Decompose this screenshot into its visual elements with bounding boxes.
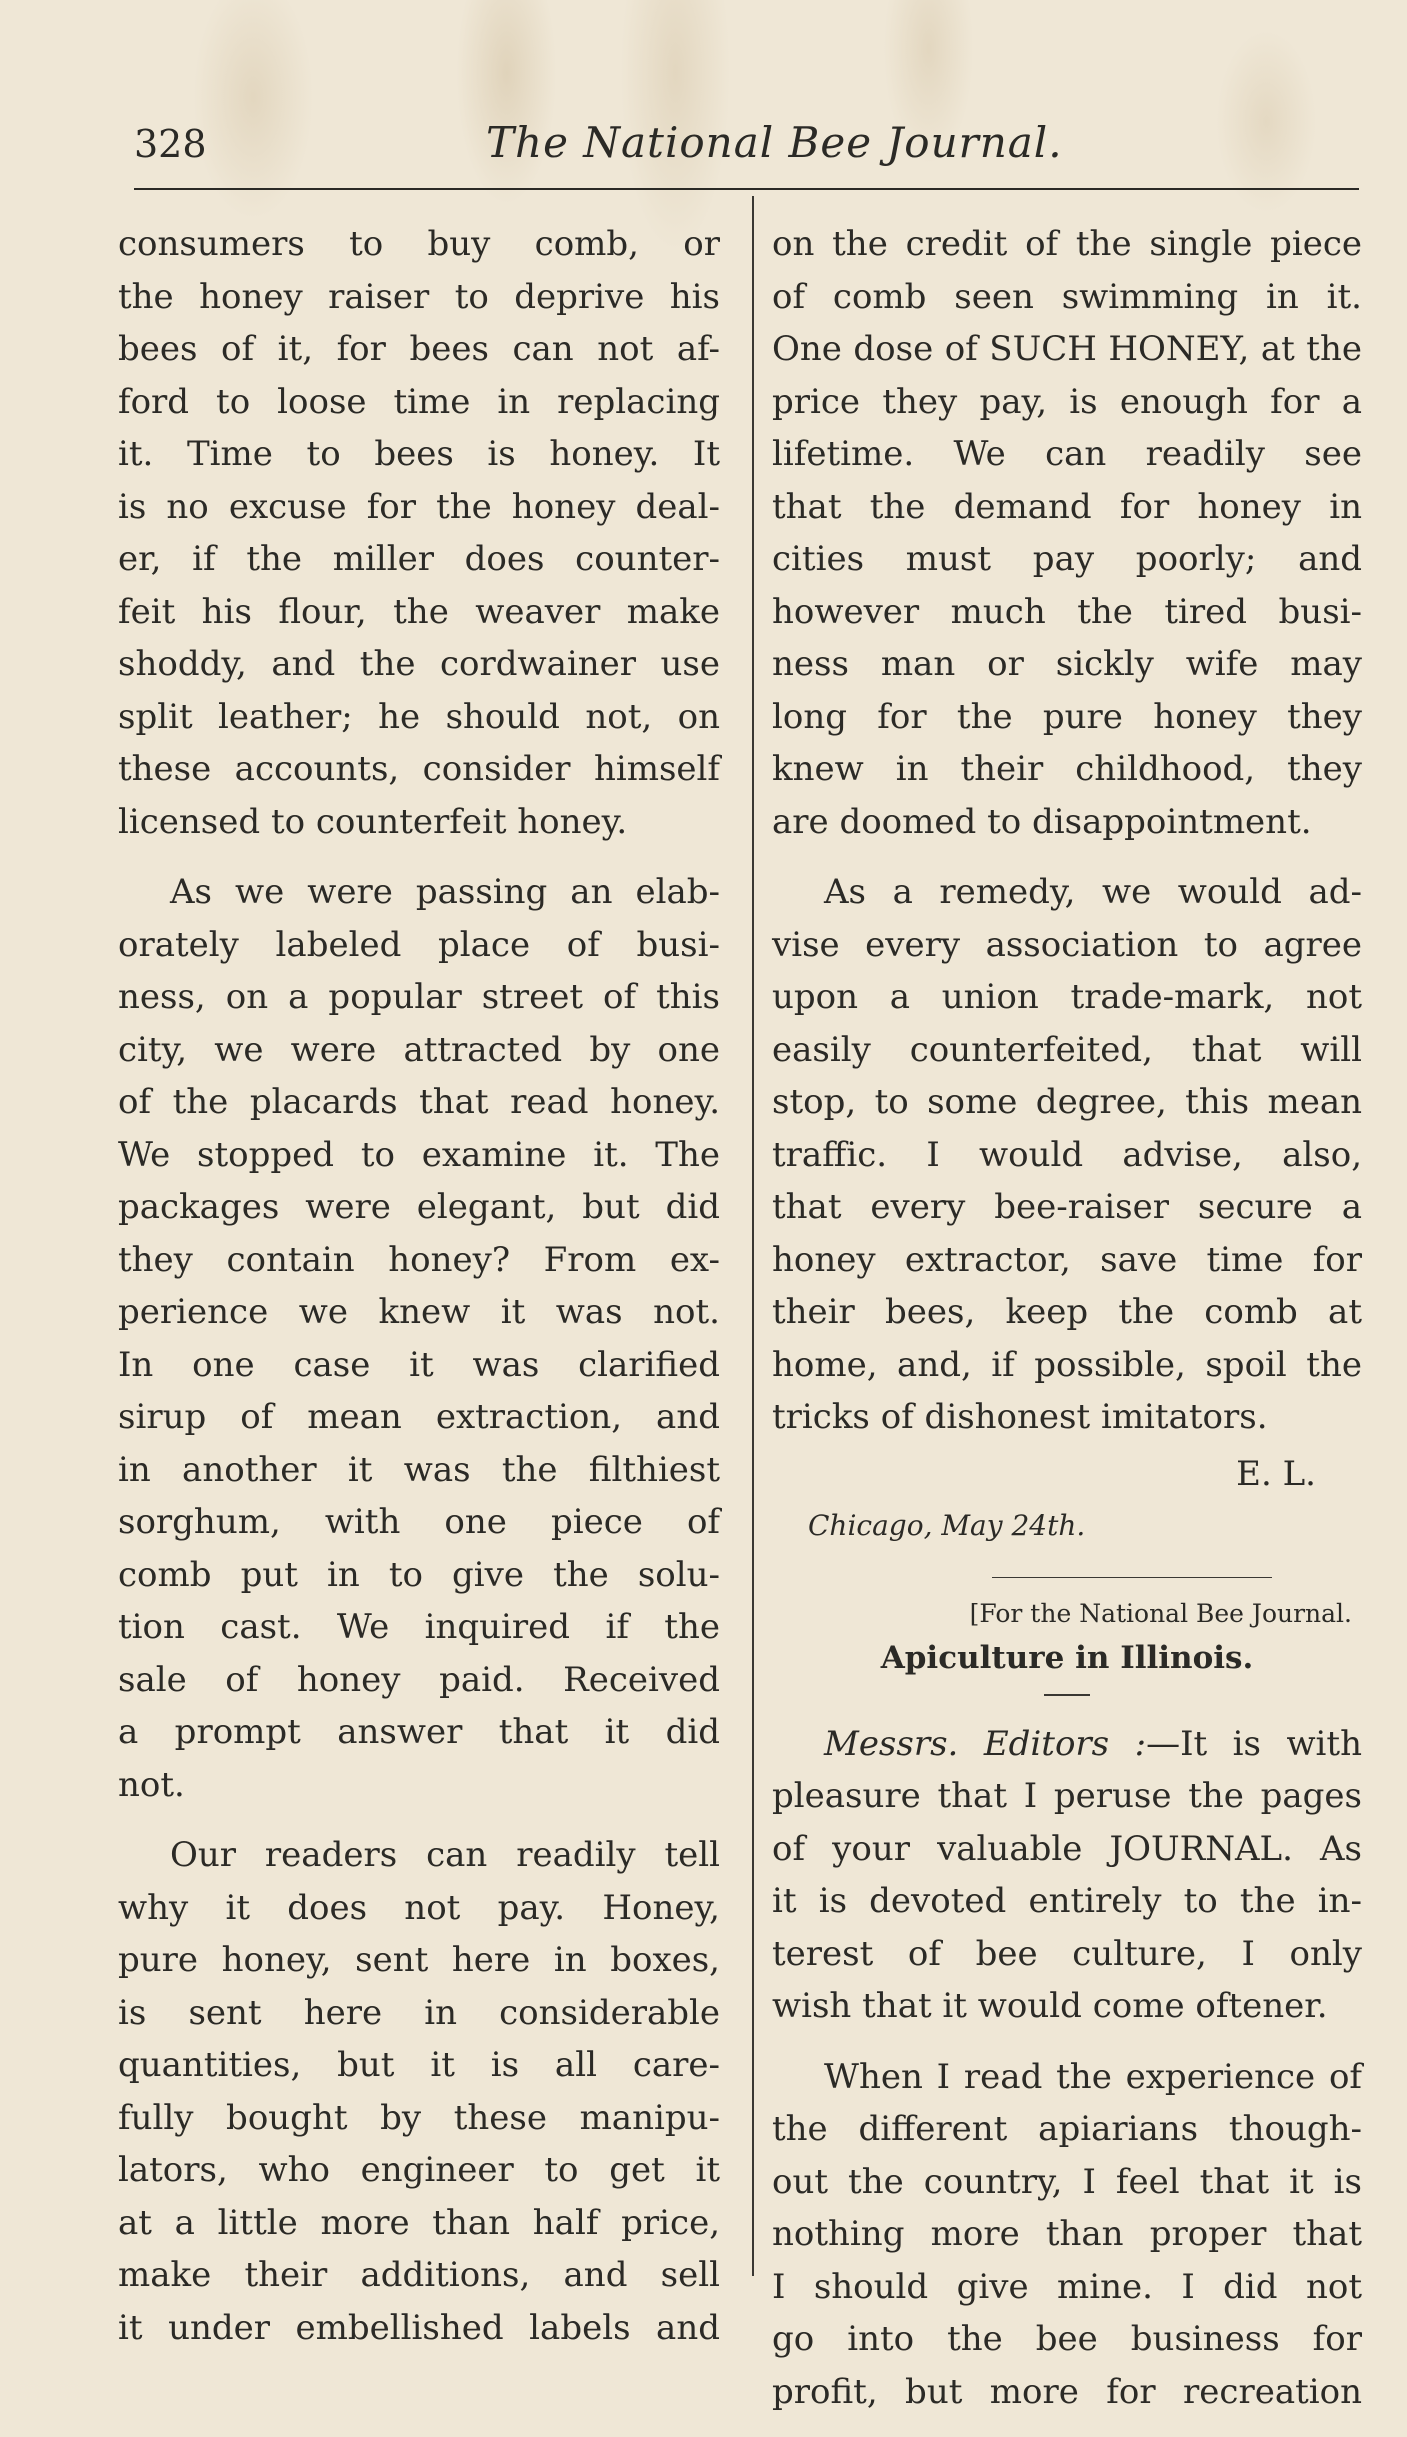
header-rule (134, 188, 1359, 190)
dateline: Chicago, May 24th. (808, 1509, 1086, 1542)
text-line: of the placards that read honey. (118, 1082, 720, 1122)
text-line: As we were passing an elab- (170, 872, 720, 912)
text-line: er, if the miller does counter- (118, 539, 720, 579)
text-line: pleasure that I peruse the pages (772, 1776, 1362, 1816)
text-line: orately labeled place of busi- (118, 924, 720, 965)
text-line: home, and, if possible, spoil the (772, 1344, 1362, 1385)
text-line: packages were elegant, but did (118, 1187, 720, 1227)
page-header (134, 112, 1354, 172)
text-line: at a little more than half price, (118, 2202, 720, 2243)
text-line: not. (118, 1764, 185, 1805)
text-line: make their additions, and sell (118, 2255, 720, 2295)
text-line: bees of it, for bees can not af- (118, 329, 720, 369)
text-fragment: —It is with (1146, 1723, 1362, 1764)
text-line: upon a union trade-mark, not (772, 977, 1362, 1017)
text-line: of comb seen swimming in it. (772, 276, 1362, 317)
text-line: why it does not pay. Honey, (118, 1887, 720, 1928)
text-line: When I read the experience of (824, 2056, 1362, 2097)
text-line: a prompt answer that it did (118, 1712, 720, 1752)
text-line: Our readers can readily tell (170, 1835, 720, 1875)
text-line: quantities, but it is all care- (118, 2045, 720, 2085)
journal-title: The National Bee Journal. (486, 118, 1063, 167)
text-line: traffic. I would advise, also, (772, 1134, 1362, 1175)
text-line: sale of honey paid. Received (118, 1659, 720, 1700)
text-line: pure honey, sent here in boxes, (118, 1940, 720, 1980)
text-line: out the country, I feel that it is (772, 2161, 1362, 2202)
text-line: knew in their childhood, they (772, 749, 1362, 789)
text-line: that every bee-raiser secure a (772, 1187, 1362, 1227)
text-line: We stopped to examine it. The (118, 1134, 720, 1175)
text-line: honey extractor, save time for (772, 1239, 1362, 1280)
paragraph (118, 866, 720, 1811)
text-line: lators, who engineer to get it (118, 2150, 720, 2190)
right-column (772, 218, 1362, 2418)
text-line: sirup of mean extraction, and (118, 1397, 720, 1437)
text-line: terest of bee culture, I only (772, 1933, 1362, 1974)
text-line: ford to loose time in replacing (118, 381, 720, 422)
text-line: it under embellished labels and (118, 2307, 720, 2348)
paragraph-gap (772, 2033, 1362, 2051)
paragraph (772, 1718, 1362, 2033)
text-line: I should give mine. I did not (772, 2266, 1362, 2307)
text-line: feit his flour, the weaver make (118, 591, 720, 632)
paragraph-gap (118, 848, 720, 866)
signature: E. L. (1236, 1453, 1316, 1494)
section-rule (992, 1577, 1272, 1578)
text-line: they contain honey? From ex- (118, 1239, 720, 1280)
text-line: is no excuse for the honey deal- (118, 486, 720, 527)
paragraph (118, 218, 720, 848)
attribution: [For the National Bee Journal. (969, 1598, 1352, 1628)
paragraph (772, 866, 1362, 1444)
text-line: however much the tired busi- (772, 591, 1362, 632)
text-line: perience we knew it was not. (118, 1292, 720, 1332)
text-line: their bees, keep the comb at (772, 1292, 1362, 1332)
text-line: As a remedy, we would ad- (824, 872, 1362, 912)
text-line: tricks of dishonest imitators. (772, 1397, 1268, 1437)
text-line: go into the bee business for (772, 2319, 1362, 2359)
text-line: wish that it would come oftener. (772, 1986, 1328, 2026)
text-line: split leather; he should not, on (118, 696, 720, 737)
paragraph (772, 2051, 1362, 2419)
text-line: In one case it was clarified (118, 1344, 720, 1385)
paragraph-gap (118, 1811, 720, 1829)
text-line: nothing more than proper that (772, 2214, 1362, 2254)
page-number: 328 (134, 122, 207, 166)
text-line: it is devoted entirely to the in- (772, 1881, 1362, 1921)
text-line: ness, on a popular street of this (118, 977, 720, 1017)
text-line (772, 1718, 1362, 1771)
text-line: price they pay, is enough for a (772, 381, 1362, 422)
text-line: ness man or sickly wife may (772, 644, 1362, 684)
paragraph-gap (772, 848, 1362, 866)
text-line: tion cast. We inquired if the (118, 1607, 720, 1647)
text-line: comb put in to give the solu- (118, 1554, 720, 1595)
paragraph (772, 218, 1362, 848)
text-line: One dose of SUCH HONEY, at the (772, 329, 1362, 369)
text-line: lifetime. We can readily see (772, 434, 1362, 474)
text-line: licensed to counterfeit honey. (118, 801, 628, 842)
text-line: shoddy, and the cordwainer use (118, 644, 720, 684)
text-line: easily counterfeited, that will (772, 1029, 1362, 1070)
text-line: the different apiarians though- (772, 2109, 1362, 2149)
title-rule (1044, 1694, 1090, 1696)
text-line: profit, but more for recreation (772, 2371, 1362, 2412)
text-line: city, we were attracted by one (118, 1029, 720, 1070)
column-divider (752, 196, 754, 2276)
text-line: fully bought by these manipu- (118, 2097, 720, 2138)
text-line: stop, to some degree, this mean (772, 1082, 1362, 1122)
salutation: Messrs. Editors : (824, 1723, 1147, 1764)
text-line: are doomed to disappointment. (772, 801, 1312, 842)
text-line: is sent here in considerable (118, 1992, 720, 2033)
text-line: that the demand for honey in (772, 486, 1362, 527)
text-line: in another it was the filthiest (118, 1449, 720, 1490)
text-line: it. Time to bees is honey. It (118, 434, 720, 474)
text-line: vise every association to agree (772, 924, 1362, 965)
text-line: consumers to buy comb, or (118, 224, 720, 264)
left-column (118, 218, 720, 2354)
text-line: these accounts, consider himself (118, 749, 720, 789)
text-line: cities must pay poorly; and (772, 539, 1362, 579)
text-line: long for the pure honey they (772, 696, 1362, 737)
text-line: the honey raiser to deprive his (118, 276, 720, 317)
text-line: of your valuable JOURNAL. As (772, 1828, 1362, 1869)
paragraph (118, 1829, 720, 2354)
article-title: Apiculture in Illinois. (880, 1639, 1254, 1676)
text-line: on the credit of the single piece (772, 224, 1362, 264)
text-line: sorghum, with one piece of (118, 1502, 720, 1542)
